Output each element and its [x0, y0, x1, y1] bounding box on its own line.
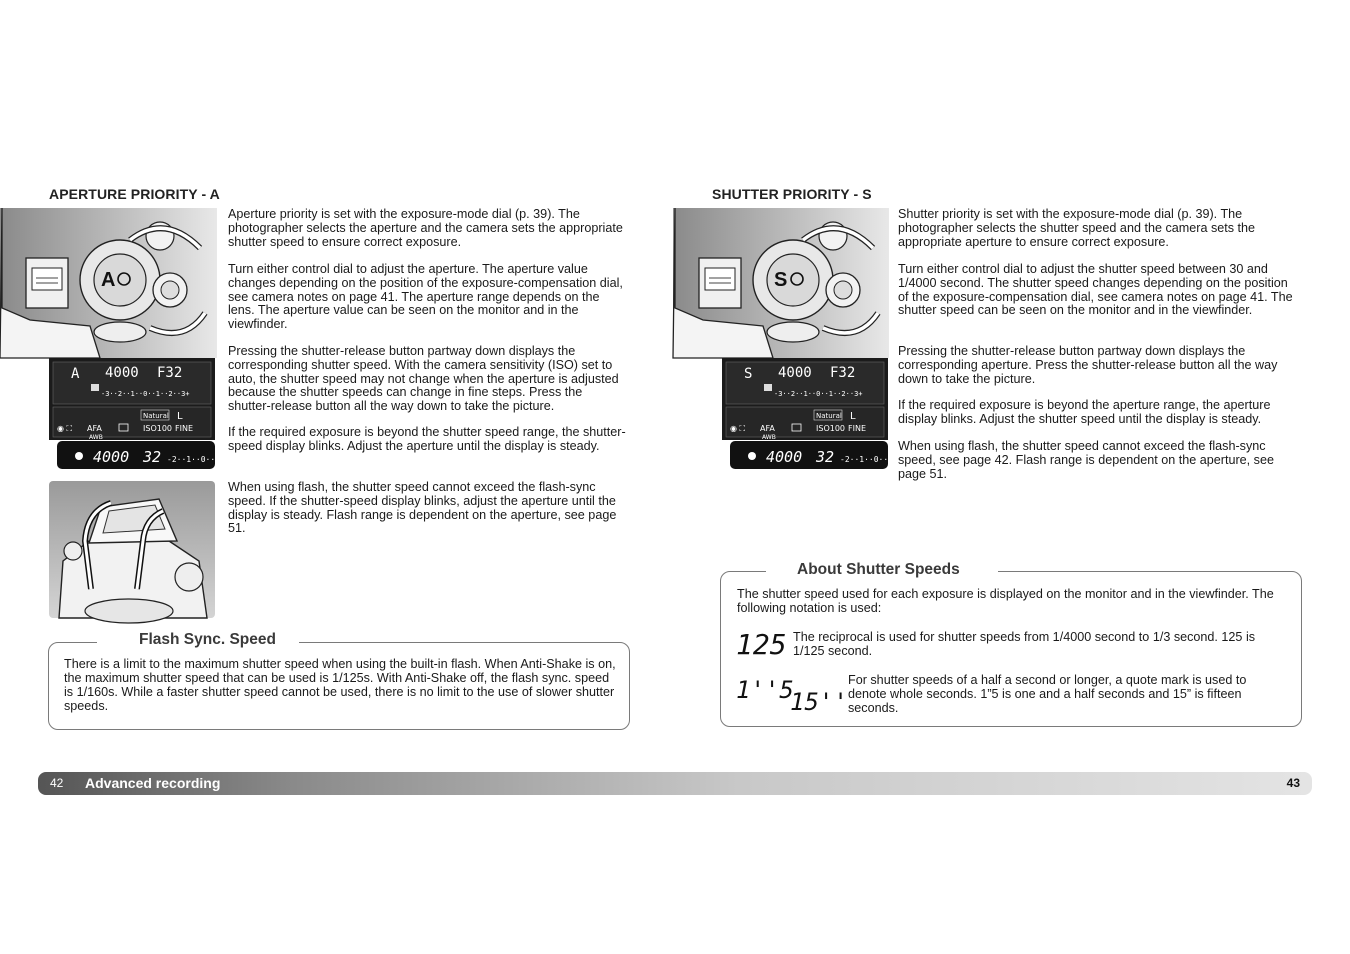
lcd-size: L — [177, 411, 183, 422]
lcd-awb: AWB — [89, 434, 103, 441]
svg-text:125: 125 — [736, 628, 787, 661]
vf-shutter: 4000 — [93, 448, 130, 466]
svg-text:1''5: 1''5 — [736, 676, 794, 704]
lcd-mode: A — [71, 366, 80, 382]
lcd-awb: AWB — [762, 434, 776, 441]
aperture-paragraph-3: Pressing the shutter-release button partway down displays the corresponding shutter speed. With the camera sensitivity (ISO) set to auto, the shutter speed may not change when the aperture is adjusted because the shutter speeds can change in fine steps. Press the shutter-release button all the way down to take the picture. — [228, 344, 619, 414]
lcd-iso: ISO100 — [143, 424, 173, 433]
shutter-glyph-15-seconds — [790, 684, 848, 718]
shutter-notation-reciprocal: The reciprocal is used for shutter speeds from 1/4000 second to 1/3 second. 125 is 1/125 second. — [793, 630, 1256, 658]
shutter-paragraph-2: Turn either control dial to adjust the shutter speed between 30 and 1/4000 second. The shutter speed changes depending on the position of the exposure-compensation dial, see camera notes on page 41. The shutter speed can be seen on the monitor and in the viewfinder. — [898, 262, 1293, 318]
heading-shutter-priority: SHUTTER PRIORITY - S — [712, 186, 872, 202]
lcd-color-mode: Natural — [143, 412, 169, 420]
left-page-number: 42 — [50, 776, 64, 790]
lcd-ev-scale: -3··2··1··0··1··2··3+ — [101, 390, 190, 398]
dial-mode-label: S — [774, 269, 788, 291]
lcd-shutter: 4000 — [105, 365, 139, 381]
lcd-af: AFA — [87, 424, 102, 433]
lcd-af: AFA — [760, 424, 775, 433]
aperture-paragraph-5: When using flash, the shutter speed cannot exceed the flash-sync speed. If the shutter-speed display blinks, adjust the aperture until the display is steady. Flash range is dependent on the aperture, see page 51. — [228, 480, 617, 536]
svg-text:15'': 15'' — [790, 688, 848, 716]
camera-top-illustration-aperture — [0, 208, 217, 358]
vf-shutter: 4000 — [766, 448, 803, 466]
footer-section-title: Advanced recording — [85, 775, 221, 791]
lcd-quality: FINE — [848, 424, 866, 433]
lcd-monitor-aperture — [49, 358, 215, 440]
vf-aperture: 32 — [143, 448, 162, 466]
svg-text:◉ ⛶: ◉ ⛶ — [730, 424, 746, 433]
shutter-glyph-1-5-seconds — [736, 672, 794, 706]
flash-sync-title: Flash Sync. Speed — [97, 631, 299, 649]
shutter-paragraph-3: Pressing the shutter-release button partway down displays the corresponding aperture. Press the shutter-release button all the way down to take the picture. — [898, 344, 1278, 386]
shutter-speeds-title: About Shutter Speeds — [766, 561, 998, 579]
vf-scale: -2··1··0·· — [167, 455, 216, 464]
aperture-paragraph-4: If the required exposure is beyond the shutter speed range, the shutter-speed display blinks. Adjust the aperture until the display is steady. — [228, 425, 626, 453]
lcd-ev-scale: -3··2··1··0··1··2··3+ — [774, 390, 863, 398]
shutter-paragraph-4: If the required exposure is beyond the aperture range, the aperture display blinks. Adjust the shutter speed until the display is steady. — [898, 398, 1271, 426]
flash-popup-illustration — [49, 481, 215, 618]
flash-sync-text: There is a limit to the maximum shutter speed when using the built-in flash. When Anti-Shake is on, the maximum shutter speed that can be used is 1/125s. With Anti-Shake off, the flash sync. speed is 1/160s. While a faster shutter speed cannot be used, there is no limit to the use of slower shutter speeds. — [64, 657, 616, 713]
right-page-number: 43 — [1286, 776, 1300, 790]
lcd-color-mode: Natural — [816, 412, 842, 420]
lcd-monitor-shutter — [722, 358, 888, 440]
vf-scale: -2··1··0·· — [840, 455, 889, 464]
shutter-paragraph-1: Shutter priority is set with the exposure-mode dial (p. 39). The photographer selects the shutter speed and the camera sets the appropriate aperture to ensure correct exposure. — [898, 207, 1256, 249]
viewfinder-display-shutter — [730, 441, 888, 469]
lcd-iso: ISO100 — [816, 424, 846, 433]
shutter-notation-seconds: For shutter speeds of a half a second or longer, a quote mark is used to denote whole seconds. 1”5 is one and a half seconds and 15” is fifteen seconds. — [848, 673, 1247, 715]
vf-aperture: 32 — [816, 448, 835, 466]
svg-text:◉ ⛶: ◉ ⛶ — [57, 424, 73, 433]
shutter-glyph-125 — [736, 626, 786, 660]
shutter-paragraph-5: When using flash, the shutter speed cannot exceed the flash-sync speed, see page 42. Flash range is dependent on the aperture, see page 51. — [898, 439, 1274, 481]
heading-aperture-priority: APERTURE PRIORITY - A — [49, 186, 220, 202]
shutter-speeds-intro: The shutter speed used for each exposure is displayed on the monitor and in the viewfinder. The following notation is used: — [737, 587, 1274, 615]
aperture-paragraph-2: Turn either control dial to adjust the aperture. The aperture value changes depending on the position of the exposure-compensation dial, see camera notes on page 41. The aperture range depends on the lens. The aperture value can be seen on the monitor and in the viewfinder. — [228, 262, 623, 332]
lcd-aperture: F32 — [830, 365, 856, 381]
lcd-mode: S — [744, 366, 753, 382]
aperture-paragraph-1: Aperture priority is set with the exposure-mode dial (p. 39). The photographer selects the aperture and the camera sets the appropriate shutter speed to ensure correct exposure. — [228, 207, 623, 249]
footer-bar — [38, 772, 1312, 795]
lcd-size: L — [850, 411, 856, 422]
dial-mode-label: A — [101, 269, 116, 291]
viewfinder-display-aperture — [57, 441, 215, 469]
lcd-quality: FINE — [175, 424, 193, 433]
lcd-aperture: F32 — [157, 365, 183, 381]
camera-top-illustration-shutter — [673, 208, 889, 358]
lcd-shutter: 4000 — [778, 365, 812, 381]
